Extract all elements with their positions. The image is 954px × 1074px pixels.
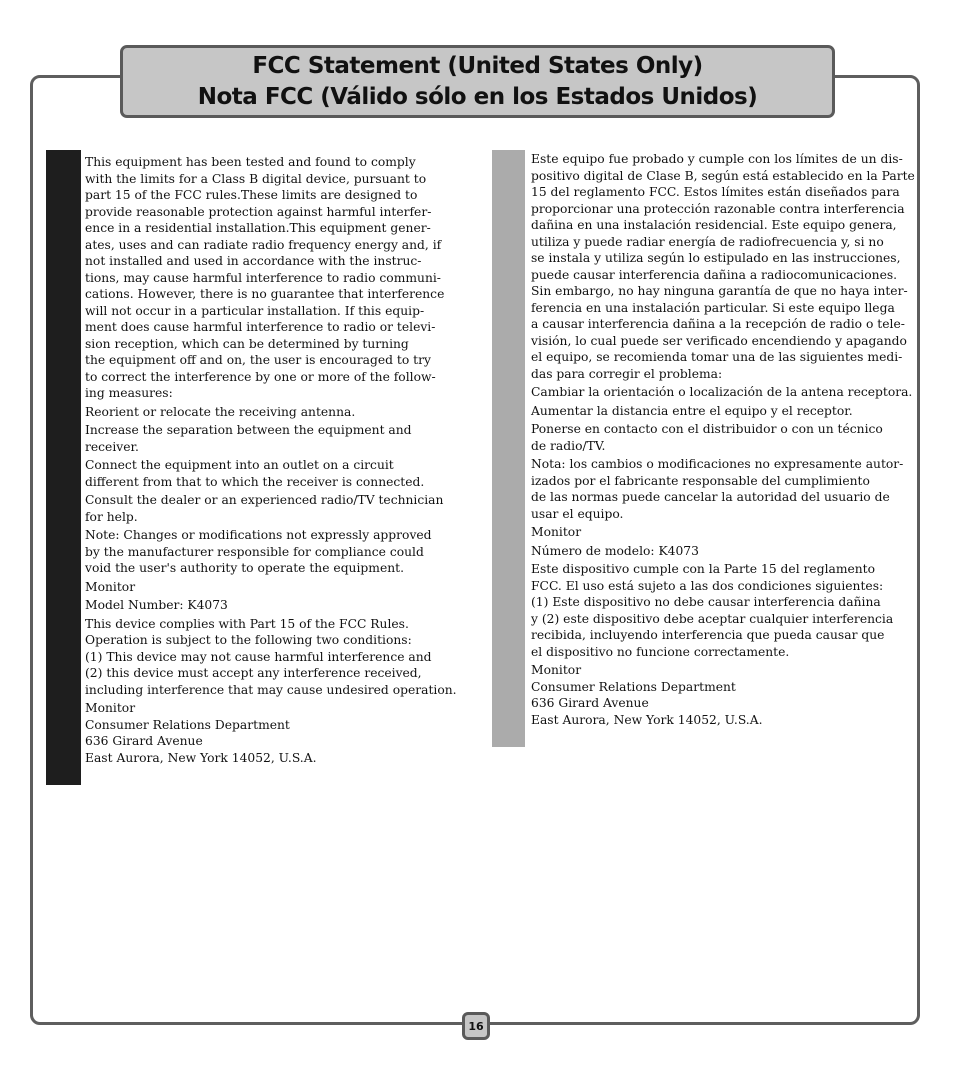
spanish-text-line: Este equipo fue probado y cumple con los límites de un dis- <box>531 152 903 166</box>
spanish-text-line: Ponerse en contacto con el distribuidor o con un técnico <box>531 422 883 436</box>
spanish-paragraph <box>531 384 919 401</box>
spanish-paragraph <box>531 456 919 522</box>
title-english: FCC Statement (United States Only) <box>252 52 703 79</box>
spanish-text-line: izados por el fabricante responsable del cumplimiento <box>531 473 870 488</box>
spanish-paragraph <box>531 403 919 420</box>
spanish-text-line: puede causar interferencia dañina a radiocomunicaciones. <box>531 267 898 282</box>
english-paragraph <box>85 527 460 577</box>
english-text-line: ing measures: <box>85 386 173 400</box>
spanish-text-line: usar el equipo. <box>531 506 624 521</box>
english-text-line: for help. <box>85 509 138 524</box>
english-text-line: 636 Girard Avenue <box>85 734 203 748</box>
english-text-line: will not occur in a particular installation. If this equip- <box>85 303 425 318</box>
english-text-line: provide reasonable protection against harmful interfer- <box>85 204 432 219</box>
english-text-line: Reorient or relocate the receiving antenna. <box>85 404 356 419</box>
english-text-line: This equipment has been tested and found to comply <box>85 155 416 169</box>
english-text-line: Connect the equipment into an outlet on a circuit <box>85 458 394 472</box>
spanish-text-line: positivo digital de Clase B, según está establecido en la Parte <box>531 168 915 183</box>
english-paragraph <box>85 700 460 766</box>
spanish-text-line: se instala y utiliza según lo estipulado en las instrucciones, <box>531 251 901 265</box>
spanish-text-line: a causar interferencia dañina a la recepción de radio o tele- <box>531 317 905 331</box>
english-text-line: to correct the interference by one or more of the follow- <box>85 369 436 384</box>
english-text-line: Operation is subject to the following two conditions: <box>85 633 412 647</box>
english-text-line: Increase the separation between the equipment and <box>85 423 412 437</box>
spanish-text-line: Aumentar la distancia entre el equipo y el receptor. <box>531 403 853 418</box>
page-number: 16 <box>462 1012 490 1040</box>
spanish-text-line: y (2) este dispositivo debe aceptar cualquier interferencia <box>531 611 894 626</box>
english-text-line: the equipment off and on, the user is encouraged to try <box>85 353 431 367</box>
english-text-line: by the manufacturer responsible for compliance could <box>85 544 424 559</box>
spanish-text-line: Número de modelo: K4073 <box>531 543 699 558</box>
spanish-text-line: el equipo, se recomienda tomar una de las siguientes medi- <box>531 350 903 364</box>
spanish-text-line: dañina en una instalación residencial. Este equipo genera, <box>531 218 897 232</box>
spanish-paragraph <box>531 524 919 541</box>
spanish-text-line: Monitor <box>531 525 582 539</box>
spanish-paragraph <box>531 561 919 660</box>
spanish-paragraph <box>531 662 919 728</box>
spanish-text-line: das para corregir el problema: <box>531 366 723 381</box>
english-text-line: ence in a residential installation.This equipment gener- <box>85 221 431 235</box>
english-paragraph <box>85 616 460 699</box>
english-text-line: Consumer Relations Department <box>85 717 290 732</box>
english-text-line: including interference that may cause undesired operation. <box>85 682 457 697</box>
english-column <box>85 154 460 768</box>
english-text-line: ment does cause harmful interference to radio or televi- <box>85 320 436 334</box>
english-text-line: with the limits for a Class B digital device, pursuant to <box>85 171 427 186</box>
spanish-text-line: el dispositivo no funcione correctamente. <box>531 644 790 659</box>
spanish-text-line: de las normas puede cancelar la autoridad del usuario de <box>531 490 890 504</box>
spanish-sidebar-bar <box>492 150 525 747</box>
spanish-text-line: proporcionar una protección razonable contra interferencia <box>531 201 905 216</box>
english-text-line: sion reception, which can be determined by turning <box>85 336 409 351</box>
spanish-paragraph <box>531 543 919 560</box>
spanish-text-line: Cambiar la orientación o localización de la antena receptora. <box>531 385 913 399</box>
english-text-line: not installed and used in accordance with the instruc- <box>85 254 422 268</box>
english-text-line: void the user's authority to operate the equipment. <box>85 561 404 575</box>
english-text-line: Note: Changes or modifications not expressly approved <box>85 528 432 542</box>
spanish-text-line: Nota: los cambios o modificaciones no expresamente autor- <box>531 457 904 471</box>
title-spanish: Nota FCC (Válido sólo en los Estados Unidos) <box>197 83 758 110</box>
spanish-text-line: (1) Este dispositivo no debe causar interferencia dañina <box>531 595 881 609</box>
english-text-line: Monitor <box>85 579 136 594</box>
spanish-text-line: Este dispositivo cumple con la Parte 15 del reglamento <box>531 562 876 576</box>
english-text-line: part 15 of the FCC rules.These limits are designed to <box>85 188 418 202</box>
english-text-line: tions, may cause harmful interference to radio communi- <box>85 270 441 285</box>
spanish-text-line: ferencia en una instalación particular. Si este equipo llega <box>531 300 895 315</box>
english-text-line: (1) This device may not cause harmful interference and <box>85 649 432 664</box>
english-text-line: Monitor <box>85 701 136 715</box>
english-text-line: cations. However, there is no guarantee that interference <box>85 287 445 301</box>
title-banner <box>120 45 835 118</box>
spanish-text-line: Sin embargo, no hay ninguna garantía de que no haya inter- <box>531 284 908 298</box>
english-text-line: This device complies with Part 15 of the FCC Rules. <box>85 616 409 631</box>
spanish-text-line: visión, lo cual puede ser verificado encendiendo y apagando <box>531 333 907 348</box>
spanish-text-line: Consumer Relations Department <box>531 679 736 694</box>
spanish-text-line: utiliza y puede radiar energía de radiofrecuencia y, si no <box>531 234 884 249</box>
english-paragraph <box>85 422 460 455</box>
english-paragraph <box>85 579 460 596</box>
english-text-line: receiver. <box>85 439 139 454</box>
spanish-text-line: 636 Girard Avenue <box>531 696 649 710</box>
english-text-line: ates, uses and can radiate radio frequency energy and, if <box>85 237 442 252</box>
english-text-line: Consult the dealer or an experienced radio/TV technician <box>85 493 444 507</box>
spanish-text-line: Monitor <box>531 663 582 677</box>
english-paragraph <box>85 154 460 402</box>
spanish-text-line: de radio/TV. <box>531 438 606 453</box>
spanish-paragraph <box>531 421 919 454</box>
english-paragraph <box>85 597 460 614</box>
spanish-text-line: East Aurora, New York 14052, U.S.A. <box>531 712 763 727</box>
spanish-column <box>531 151 919 730</box>
english-text-line: (2) this device must accept any interference received, <box>85 666 422 680</box>
spanish-paragraph <box>531 151 919 382</box>
english-paragraph <box>85 457 460 490</box>
spanish-text-line: 15 del reglamento FCC. Estos límites están diseñados para <box>531 185 900 199</box>
spanish-text-line: FCC. El uso está sujeto a las dos condiciones siguientes: <box>531 578 884 593</box>
english-text-line: Model Number: K4073 <box>85 598 228 612</box>
english-paragraph <box>85 404 460 421</box>
english-sidebar-bar <box>46 150 81 785</box>
spanish-text-line: recibida, incluyendo interferencia que pueda causar que <box>531 628 885 642</box>
english-text-line: different from that to which the receiver is connected. <box>85 474 425 489</box>
english-paragraph <box>85 492 460 525</box>
english-text-line: East Aurora, New York 14052, U.S.A. <box>85 750 317 765</box>
